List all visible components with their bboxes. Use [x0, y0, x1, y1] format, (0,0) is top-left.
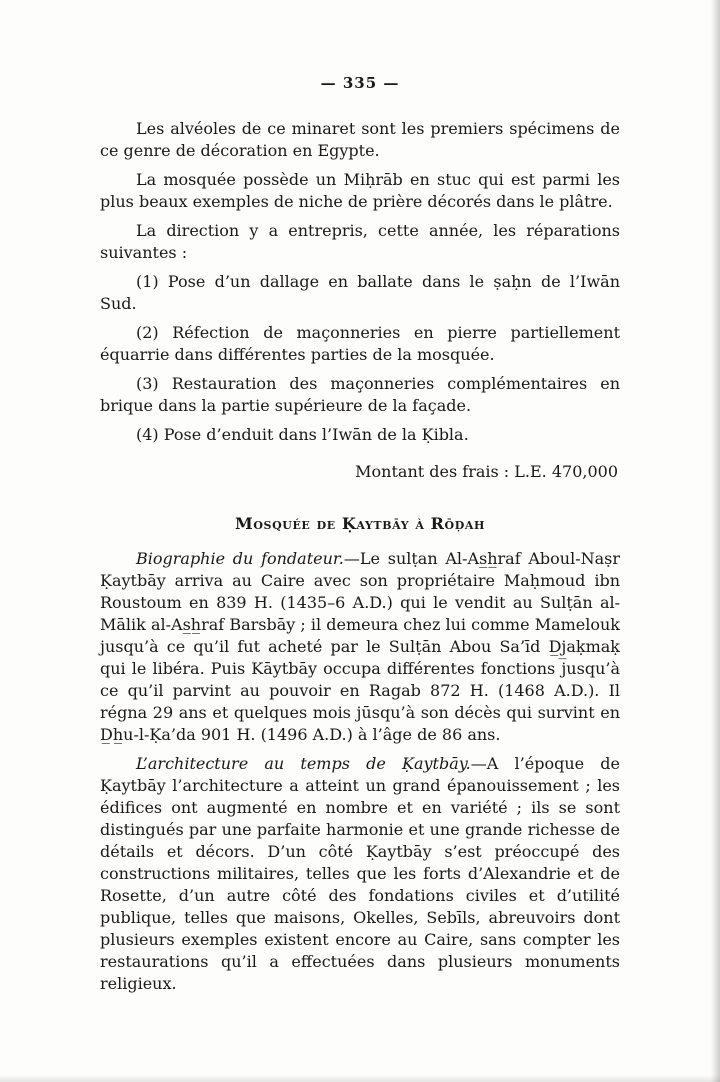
repair-item-3: (3) Restauration des maçonneries complémentaires en brique dans la partie supérieure de la façade. — [100, 374, 620, 415]
repair-item-1: (1) Pose d’un dallage en ballate dans le ṣaḥn de l’Iwān Sud. — [100, 272, 620, 313]
architecture-lead-phrase: L’architecture au temps de Ḳaytbāy. — [136, 754, 471, 773]
repair-item-4: (4) Pose d’enduit dans l’Iwān de la Ḳibla. — [136, 425, 469, 444]
paragraph-mihrab: La mosquée possède un Miḥrāb en stuc qui est parmi les plus beaux exemples de niche de prière décorés dans le plâtre. — [100, 170, 620, 211]
architecture-paragraph — [100, 753, 620, 995]
section-heading: Mosquée de Ḳaytbāy à Rōḍah — [235, 514, 485, 533]
paragraph-minaret-alveoles: Les alvéoles de ce minaret sont les premiers spécimens de ce genre de décoration en Egypte. — [100, 119, 620, 160]
architecture-text: —A l’époque de Ḳaytbāy l’architecture a atteint un grand épanouissement ; les édifices ont augmenté en nombre et en variété ; ils se sont distingués par une parfaite harmonie et une grande richesse de détails et décors. D’un côté Ḳaytbāy s’est préoccupé des constructions militaires, telles que les forts d’Alexandrie et de Rosette, d’un autre côté des fondations civiles et d’utilité publique, telles que maisons, Okelles, Sebīls, abreuvoirs dont plusieurs exemples existent encore au Caire, sans compter les restaurations qu’il a effectuées dans plusieurs monuments religieux. — [100, 754, 621, 993]
page-number: — 335 — — [320, 74, 400, 92]
paragraph-reparations-intro: La direction y a entrepris, cette année, les réparations suivantes : — [100, 221, 620, 262]
biography-text: —Le sulṭan Al-As̲h̲raf Aboul-Naṣr Ḳaytbāy arriva au Caire avec son propriétaire Maḥmoud ibn Roustoum en 839 H. (1435–6 A.D.) qui le vendit au Sulṭān al-Mālik al-As̲h̲raf Barsbāy ; il demeura chez lui comme Mamelouk jusqu’à ce qu’il fut acheté par le Sulṭān Abou Sa’īd D̲j̲aḳmaḳ qui le libéra. Puis Kāytbāy occupa différentes fonctions jusqu’à ce qu’il parvint au pouvoir en Ragab 872 H. (1468 A.D.). Il régna 29 ans et quelques mois jūsqu’à son décès qui survint en D̲h̲u-l-Ḳa’da 901 H. (1496 A.D.) à l’âge de 86 ans. — [100, 549, 621, 744]
biography-paragraph — [100, 548, 620, 746]
biography-lead-phrase: Biographie du fondateur. — [136, 549, 344, 568]
repair-item-2: (2) Réfection de maçonneries en pierre partiellement équarrie dans différentes parties de la mosquée. — [100, 323, 620, 364]
cost-line: Montant des frais : L.E. 470,000 — [355, 462, 618, 481]
